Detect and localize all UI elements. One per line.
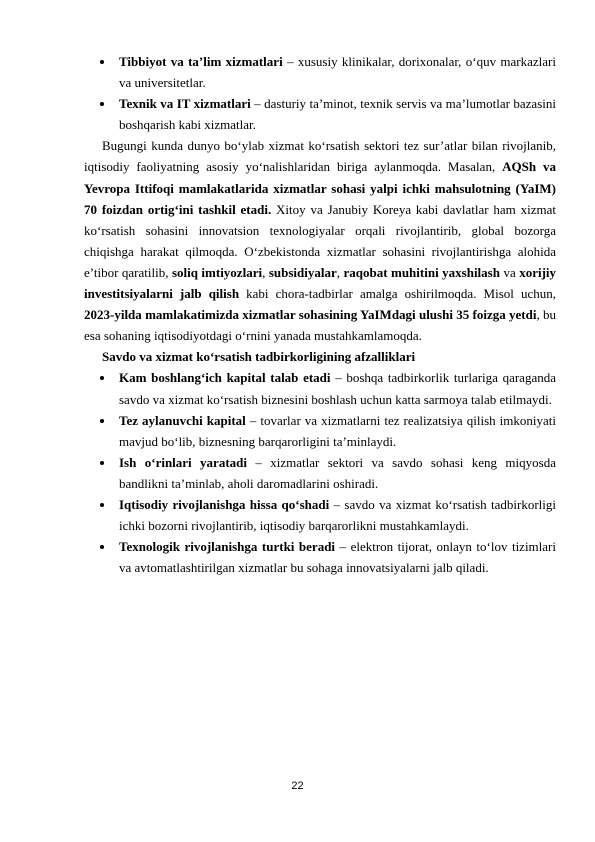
list-item-title: Texnik va IT xizmatlari	[119, 96, 251, 112]
list-item-title: Tibbiyot va ta’lim xizmatlari	[119, 54, 283, 69]
paragraph-emphasis: 2023-yilda mamlakatimizda xizmatlar sohasining YaIMdagi ulushi 35 foizga yetdi	[84, 307, 537, 323]
list-item-title: Tez aylanuvchi kapital	[119, 412, 246, 428]
list-item	[84, 51, 556, 93]
list-item-text: – xususiy klinikalar, dorixonalar, o‘quv markazlari va universitetlar.	[119, 54, 556, 91]
bullet-icon	[100, 376, 104, 380]
services-list	[84, 51, 556, 135]
paragraph-emphasis: subsidiyalar	[268, 264, 337, 280]
list-item-text: – tovarlar va xizmatlarni tez realizatsiya qilish imkoniyati mavjud bo‘lib, biznesning barqarorligini ta’minlaydi.	[119, 412, 556, 449]
advantages-list	[84, 367, 556, 578]
paragraph-emphasis: soliq imtiyozlari	[171, 264, 263, 280]
list-item-title: Ish o‘rinlari yaratadi	[119, 454, 247, 470]
list-item	[84, 410, 556, 452]
page-content	[84, 51, 556, 578]
page-number: 22	[291, 780, 304, 792]
list-item	[84, 494, 556, 536]
paragraph-emphasis: raqobat muhitini yaxshilash	[343, 264, 500, 280]
bullet-icon	[100, 102, 104, 106]
paragraph-text: , bu esa sohaning iqtisodiyotdagi o‘rnini yanada mustahkamlamoqda.	[84, 307, 556, 344]
paragraph-text: Xitoy va Janubiy Koreya kabi davlatlar ham xizmat ko‘rsatish sohasini innovatsion texnologiyalar orqali rivojlantirib, global bozorga chiqishga harakat qilmoqda. O‘zbekistonda xizmatlar sohasini rivojlantirishga alohida e’tibor qaratilib,	[84, 201, 556, 280]
list-item-text: – xizmatlar sektori va savdo sohasi keng miqyosda bandlikni ta’minlab, aholi daromadlarini oshiradi.	[119, 454, 556, 491]
list-item	[84, 536, 556, 578]
list-item-title: Texnologik rivojlanishga turtki beradi	[119, 539, 336, 555]
bullet-icon	[100, 60, 104, 64]
list-item	[84, 367, 556, 409]
bullet-icon	[100, 503, 104, 507]
paragraph-text: ,	[262, 264, 269, 280]
list-item-title: Kam boshlang‘ich kapital talab etadi	[119, 370, 331, 386]
paragraph-text: kabi chora-tadbirlar amalga oshirilmoqda. Misol uchun,	[239, 286, 556, 302]
bullet-icon	[100, 461, 104, 465]
section-heading: Savdo va xizmat ko‘rsatish tadbirkorligining afzalliklari	[102, 349, 416, 365]
list-item-text: – boshqa tadbirkorlik turlariga qaraganda savdo va xizmat ko‘rsatish biznesini boshlash uchun katta sarmoya talab etilmaydi.	[119, 370, 556, 407]
body-paragraph	[84, 135, 556, 346]
list-item-title: Iqtisodiy rivojlanishga hissa qo‘shadi	[119, 496, 330, 512]
paragraph-emphasis: xorijiy investitsiyalarni jalb qilish	[84, 264, 557, 302]
bullet-icon	[100, 419, 104, 423]
list-item	[84, 93, 556, 135]
bullet-icon	[100, 545, 104, 549]
list-item-text: – dasturiy ta’minot, texnik servis va ma’lumotlar bazasini boshqarish kabi xizmatlar.	[119, 96, 556, 133]
paragraph-emphasis: AQSh va Yevropa Ittifoqi mamlakatlarida xizmatlar sohasi yalpi ichki mahsulotning (YaIM) 70 foizdan ortig‘ini tashkil etadi.	[84, 159, 556, 217]
paragraph-text: Bugungi kunda dunyo bo‘ylab xizmat ko‘rsatish sektori tez sur’atlar bilan rivojlanib, iqtisodiy faoliyatning asosiy yo‘nalishlaridan biriga aylanmoqda. Masalan,	[84, 138, 556, 175]
list-item-text: – savdo va xizmat ko‘rsatish tadbirkorligi ichki bozorni rivojlantirib, iqtisodiy barqarorlikni mustahkamlaydi.	[119, 496, 557, 534]
list-item	[84, 452, 556, 494]
paragraph-text: ,	[336, 264, 344, 280]
paragraph-text: va	[499, 264, 520, 280]
list-item-text: – elektron tijorat, onlayn to‘lov tizimlari va avtomatlashtirilgan xizmatlar bu sohaga innovatsiyalarni jalb qiladi.	[119, 539, 556, 576]
